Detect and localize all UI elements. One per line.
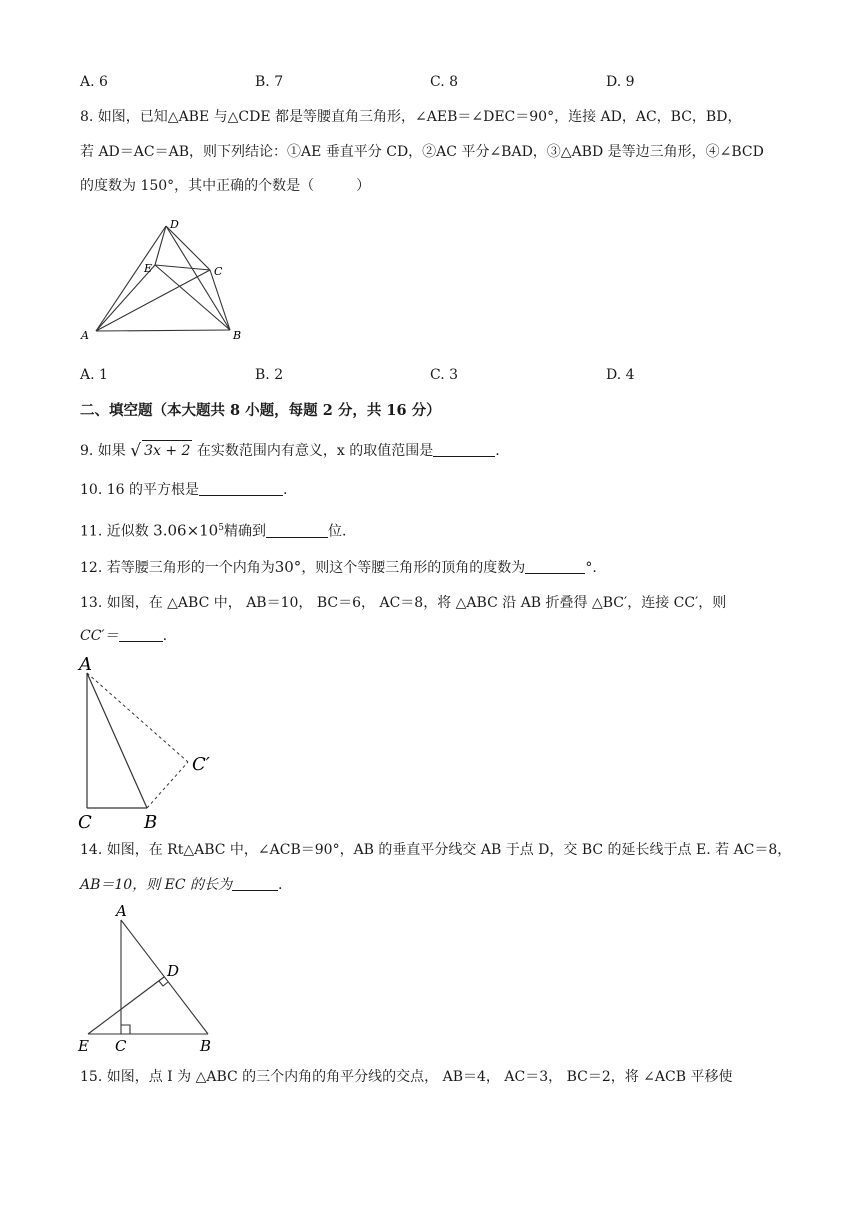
q11-exponent: 5 — [218, 523, 224, 533]
q8-label-c: C — [214, 265, 223, 278]
q12-angle: 30° — [274, 558, 302, 576]
q10-text: 10. 16 的平方根是 — [80, 482, 199, 498]
q8-text-line1: 8. 如图，已知△ABE 与△CDE 都是等腰直角三角形，∠AEB＝∠DEC＝90°，连接 AD，AC，BC，BD， — [80, 109, 742, 125]
q7-option-d: D. 9 — [606, 74, 635, 90]
q9-line — [80, 440, 500, 461]
q11-number: 3.06×10 — [153, 521, 219, 540]
q14-label-c: C — [115, 1037, 127, 1055]
q14-label-a: A — [116, 902, 127, 920]
q8-figure — [70, 215, 250, 345]
q14-label-b: B — [200, 1037, 212, 1055]
q9-radicand: 3x + 2 — [142, 440, 192, 461]
sqrt-icon: √ — [130, 441, 142, 461]
q8-option-a: A. 1 — [80, 367, 108, 383]
q12-line — [80, 557, 597, 578]
q8-text-line2: 若 AD＝AC＝AB，则下列结论：①AE 垂直平分 CD，②AC 平分∠BAD，③△ABD 是等边三角形，④∠BCD — [80, 144, 764, 160]
q13-period: . — [162, 628, 168, 644]
q8-option-c: C. 3 — [430, 367, 459, 383]
q14-line2 — [80, 875, 283, 895]
q7-options — [80, 74, 780, 94]
q14-figure — [70, 898, 230, 1058]
q11-prefix: 11. 近似数 — [80, 523, 149, 540]
q8-label-e: E — [144, 262, 153, 275]
q13-label-b: B — [144, 812, 158, 833]
q8-option-d: D. 4 — [606, 367, 635, 383]
q11-line — [80, 518, 346, 542]
q13-label-c-prime: C′ — [192, 754, 210, 775]
q13-text-line1: 13. 如图，在 △ABC 中， AB＝10， BC＝6， AC＝8，将 △ABC 沿 AB 折叠得 △BC′，连接 CC′，则 — [80, 595, 727, 611]
q14-label-e: E — [78, 1037, 89, 1055]
q12-end: °. — [585, 560, 597, 576]
q10-answer-blank[interactable] — [199, 481, 283, 496]
q10-line — [80, 480, 287, 500]
q13-figure — [70, 650, 250, 835]
q12-text: ，则这个等腰三角形的顶角的度数为 — [301, 560, 526, 576]
q9-text: 在实数范围内有意义，x 的取值范围是 — [196, 443, 434, 459]
q14-text-line1: 14. 如图，在 Rt△ABC 中，∠ACB＝90°，AB 的垂直平分线交 AB 于点 D，交 BC 的延长线于点 E. 若 AC＝8， — [80, 842, 792, 858]
q10-period: . — [282, 482, 288, 498]
q8-text-line3: 的度数为 150°，其中正确的个数是（ ） — [80, 178, 371, 194]
q13-label-a: A — [79, 654, 92, 675]
q9-period: . — [495, 443, 500, 459]
q14-label-d: D — [167, 962, 180, 980]
q12-answer-blank[interactable] — [525, 559, 585, 574]
q8-option-b: B. 2 — [255, 367, 284, 383]
q8-label-d: D — [170, 218, 179, 231]
q12-prefix: 12. 若等腰三角形的一个内角为 — [80, 560, 275, 576]
q13-label-c: C — [78, 812, 92, 833]
q7-option-a: A. 6 — [80, 74, 108, 90]
q8-options — [80, 367, 780, 387]
q9-prefix: 9. 如果 — [80, 443, 126, 459]
q11-end: 位. — [327, 523, 347, 540]
q7-option-c: C. 8 — [430, 74, 459, 90]
q13-answer-blank[interactable] — [119, 627, 163, 642]
q7-option-b: B. 7 — [255, 74, 284, 90]
q14-period: . — [278, 877, 283, 893]
q11-answer-blank[interactable] — [266, 523, 328, 538]
q8-label-b: B — [233, 329, 242, 342]
q9-answer-blank[interactable] — [433, 442, 495, 457]
q14-text: AB＝10，则 EC 的长为 — [80, 877, 233, 893]
q13-expression: CC′＝ — [80, 628, 119, 644]
q11-text: 精确到 — [223, 523, 266, 540]
q14-answer-blank[interactable] — [232, 876, 278, 891]
section-2-title: 二、填空题（本大题共 8 小题，每题 2 分，共 16 分） — [80, 402, 441, 419]
q15-text-line1: 15. 如图，点 I 为 △ABC 的三个内角的角平分线的交点， AB＝4， AC＝3， BC＝2，将 ∠ACB 平移使 — [80, 1069, 733, 1085]
q13-line2 — [80, 626, 167, 646]
q8-label-a: A — [81, 329, 89, 342]
